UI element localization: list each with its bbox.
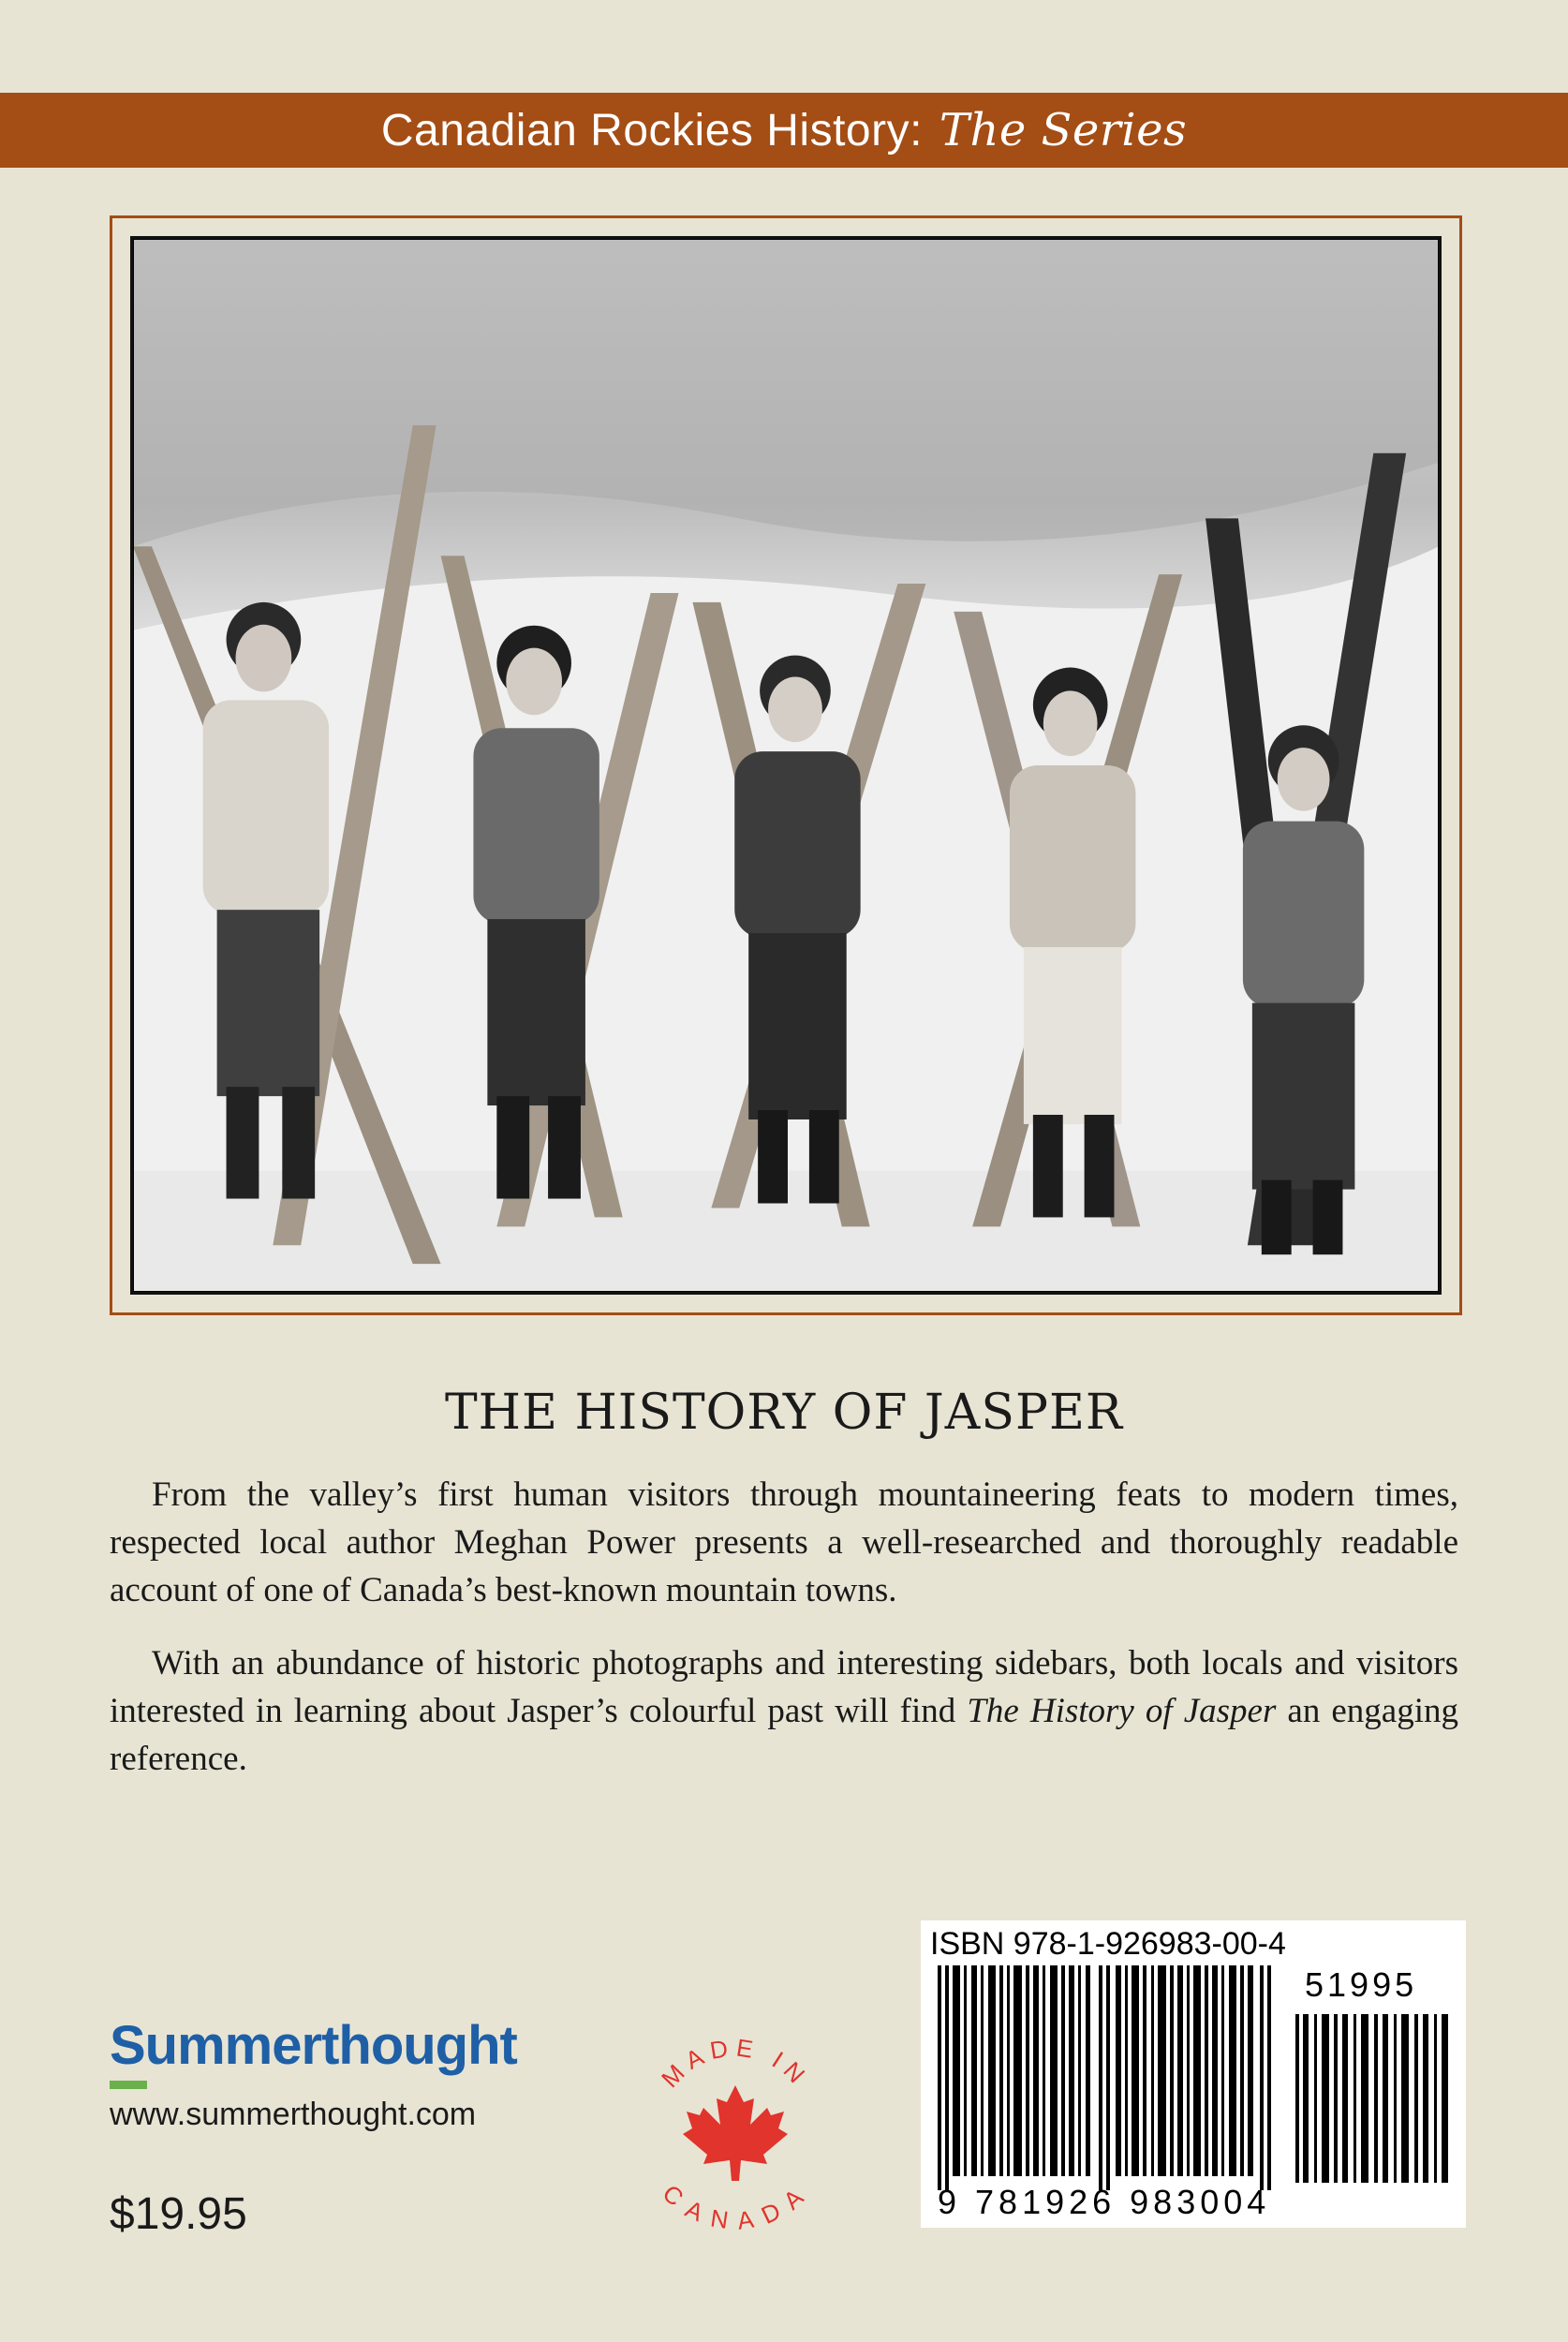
isbn-number: ISBN 978-1-926983-00-4	[930, 1926, 1286, 1962]
made-in-canada-badge	[637, 2033, 834, 2230]
isbn-barcode	[921, 1920, 1466, 2228]
ean-barcode-bars	[938, 1965, 1275, 2190]
photo-frame	[110, 215, 1462, 1315]
price-code: 51995	[1305, 1965, 1418, 2004]
maple-leaf-icon	[683, 2085, 788, 2181]
badge-top-text: MADE IN	[656, 2033, 816, 2094]
description-paragraph-2	[110, 1639, 1458, 1783]
publisher-logo-bar	[110, 2081, 147, 2089]
book-title: THE HISTORY OF JASPER	[444, 1385, 1124, 1441]
paragraph2-end: an engaging reference.	[110, 1692, 1458, 1778]
ean-digits: 9 781926 983004	[938, 2183, 1271, 2221]
badge-bottom-text: CANADA	[657, 2178, 814, 2230]
series-subtitle: The Series	[939, 104, 1188, 156]
paragraph2-start: With an abundance of historic photographs and interesting sidebars, both locals and visitors interested in learning about Jasper’s colourful past will find	[110, 1644, 1458, 1730]
description-paragraph-1: From the valley’s first human visitors through mountaineering feats to modern times, respected local author Meghan Power presents a well-researched and thoroughly readable account of one of Canada’s best-known mountain towns.	[110, 1475, 1458, 1609]
skiers-photo-illustration	[133, 239, 1439, 1292]
series-title: Canadian Rockies History:	[380, 105, 923, 156]
historic-skiers-photo	[130, 236, 1442, 1295]
paragraph2-book-title: The History of Jasper	[967, 1692, 1277, 1730]
publisher-website[interactable]: www.summerthought.com	[110, 2097, 477, 2132]
price-barcode-bars	[1295, 2014, 1450, 2183]
book-price: $19.95	[110, 2189, 247, 2239]
publisher-logo: Summerthought	[110, 2015, 517, 2076]
series-banner	[0, 93, 1568, 168]
